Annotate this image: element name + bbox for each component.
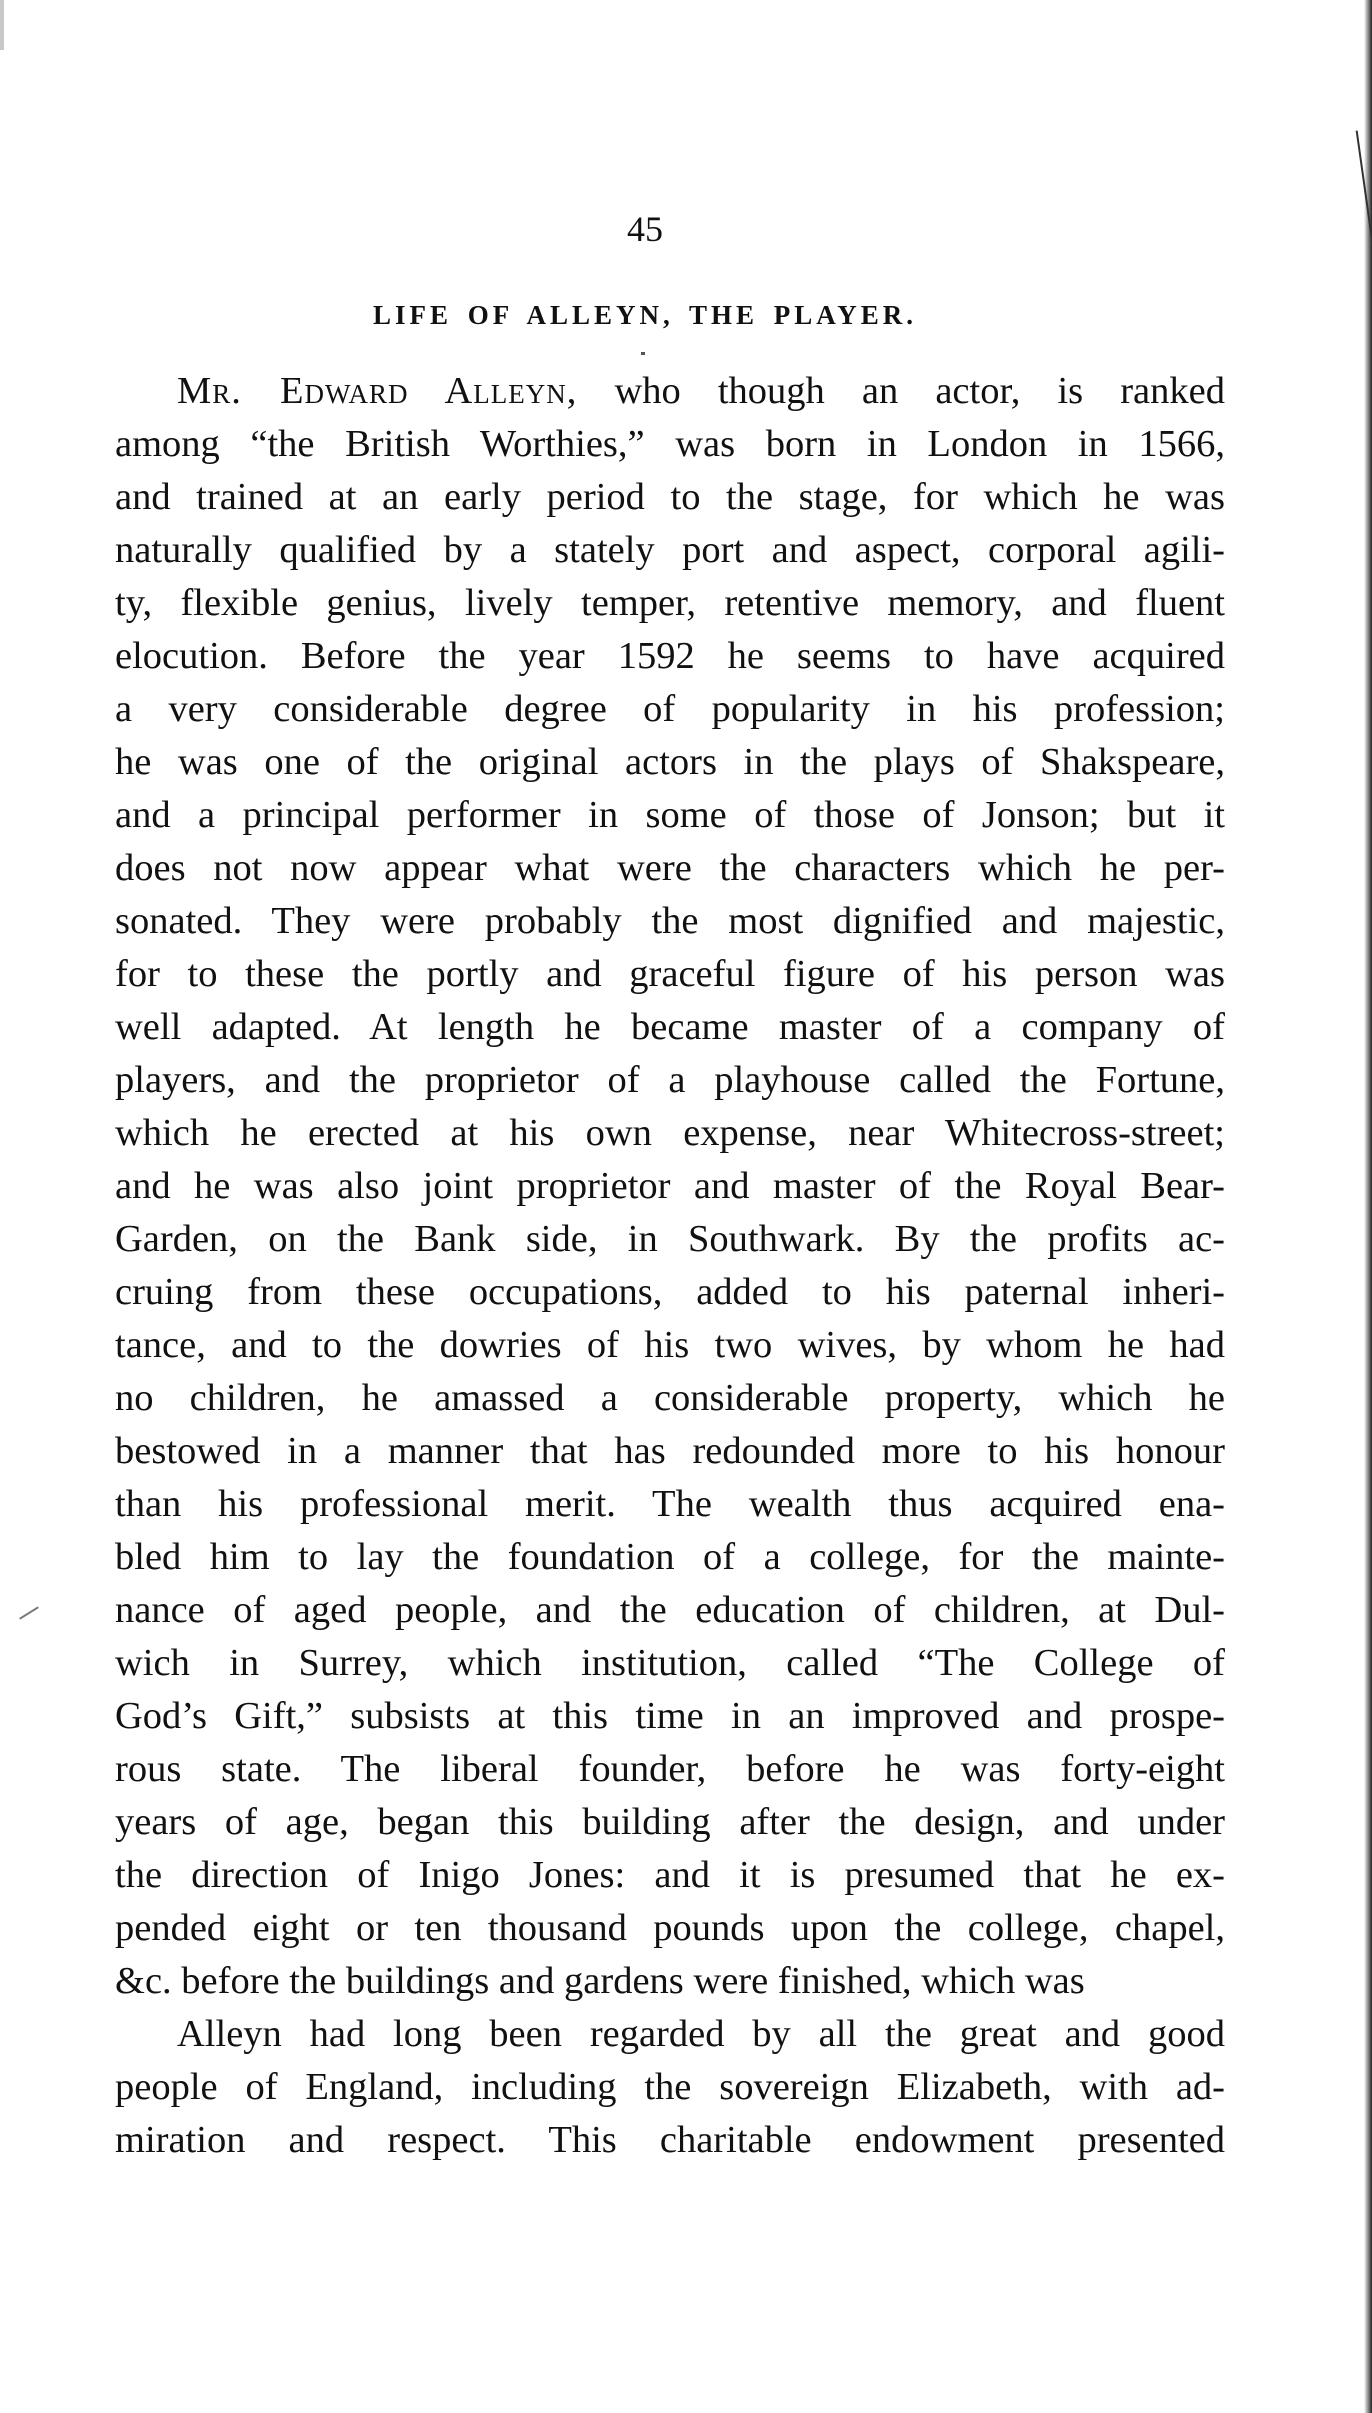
text-line: pended eight or ten thousand pounds upon the college, chapel, [115,1907,1225,1949]
author-name: Mr. Edward Alleyn, [177,370,578,412]
text-line: tance, and to the dowries of his two wives, by whom he had [115,1324,1225,1366]
margin-pencil-mark [19,1606,39,1619]
text-line: bled him to lay the foundation of a college, for the mainte- [115,1536,1225,1578]
paragraph-2 [115,2008,1225,2167]
text-line: sonated. They were probably the most dignified and majestic, [115,900,1225,942]
page-edge-shadow [0,0,4,50]
text-line: and he was also joint proprietor and master of the Royal Bear- [115,1165,1225,1207]
text-line: does not now appear what were the characters which he per- [115,847,1225,889]
text-line: a very considerable degree of popularity in his profession; [115,688,1225,730]
paragraph-1 [115,365,1225,2008]
text-line: &c. before the buildings and gardens were finished, which was [115,1960,1085,2002]
text-line: miration and respect. This charitable endowment presented [115,2119,1225,2161]
text-line [115,365,1225,418]
text-line: than his professional merit. The wealth thus acquired ena- [115,1483,1225,1525]
text-line: he was one of the original actors in the plays of Shakspeare, [115,741,1225,783]
text-line: among “the British Worthies,” was born in London in 1566, [115,423,1225,465]
page-edge-shadow [1364,0,1372,2413]
body-text [115,365,1225,2167]
text-line: nance of aged people, and the education of children, at Dul- [115,1589,1225,1631]
text-line: bestowed in a manner that has redounded more to his honour [115,1430,1225,1472]
text-line: the direction of Inigo Jones: and it is presumed that he ex- [115,1854,1225,1896]
text-line: God’s Gift,” subsists at this time in an improved and prospe- [115,1695,1225,1737]
text-line: ty, flexible genius, lively temper, retentive memory, and fluent [115,582,1225,624]
chapter-title: LIFE OF ALLEYN, THE PLAYER. [372,300,918,330]
text-line: cruing from these occupations, added to his paternal inheri- [115,1271,1225,1313]
text-line: Garden, on the Bank side, in Southwark. By the profits ac- [115,1218,1225,1260]
text-line: elocution. Before the year 1592 he seems to have acquired [115,635,1225,677]
stray-ink-dot [641,352,645,355]
text-line: well adapted. At length he became master of a company of [115,1006,1225,1048]
text-line: and trained at an early period to the stage, for which he was [115,476,1225,518]
text-line: players, and the proprietor of a playhouse called the Fortune, [115,1059,1225,1101]
text-line: naturally qualified by a stately port and aspect, corporal agili- [115,529,1225,571]
text-line: Alleyn had long been regarded by all the great and good [177,2013,1225,2055]
text-line: and a principal performer in some of those of Jonson; but it [115,794,1225,836]
text-span: who though an actor, is ranked [577,370,1225,412]
text-line: years of age, began this building after the design, and under [115,1801,1225,1843]
text-line: rous state. The liberal founder, before he was forty-eight [115,1748,1225,1790]
text-line: people of England, including the sovereign Elizabeth, with ad- [115,2066,1225,2108]
page-number: 45 [627,209,663,249]
text-line: for to these the portly and graceful figure of his person was [115,953,1225,995]
text-line: which he erected at his own expense, near Whitecross-street; [115,1112,1225,1154]
text-line: wich in Surrey, which institution, called “The College of [115,1642,1225,1684]
text-line: no children, he amassed a considerable property, which he [115,1377,1225,1419]
